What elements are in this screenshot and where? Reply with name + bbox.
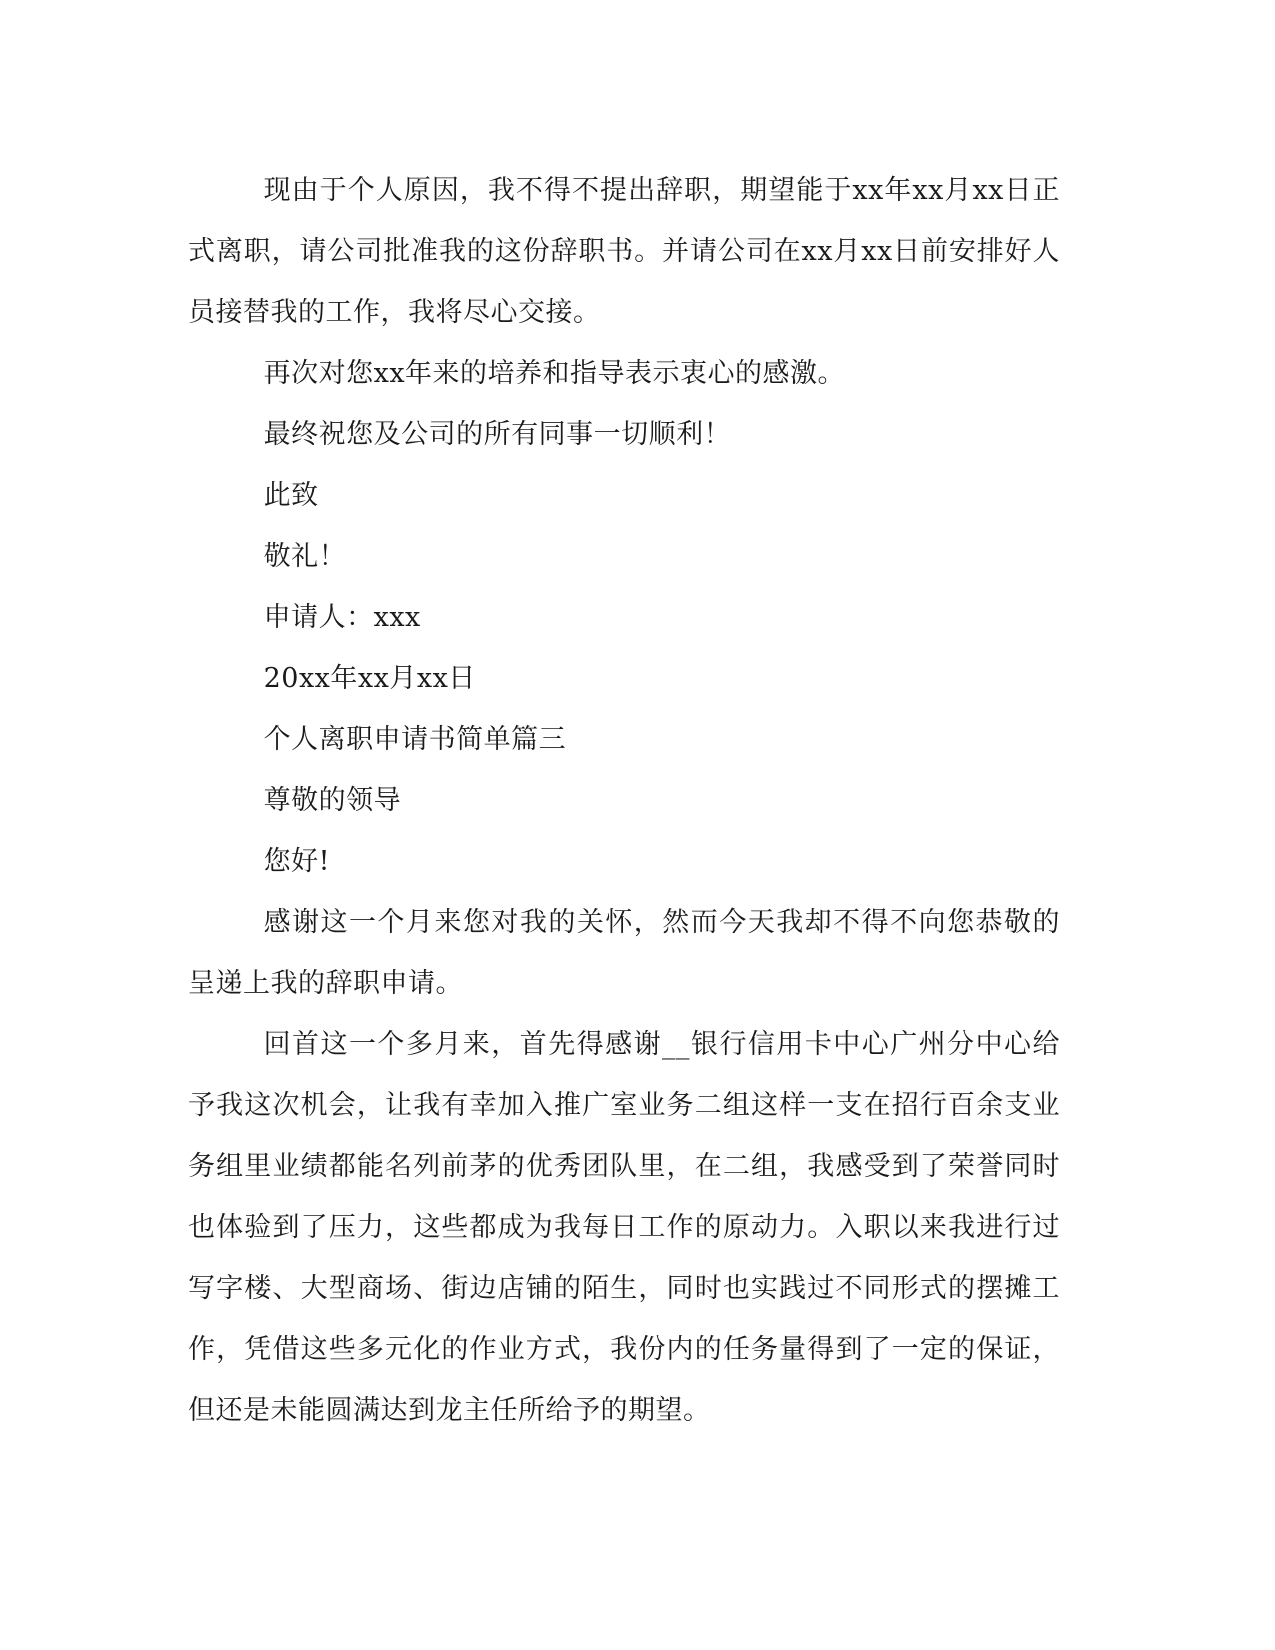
paragraph-best-wishes: 最终祝您及公司的所有同事一切顺利！: [263, 419, 732, 450]
paragraph-review: 回首这一个多月来，首先得感谢__银行信用卡中心广州分中心给予我这次机会，让我有幸加入推广室业务二组这样一支在招行百余支业务组里业绩都能名列前茅的优秀团队里，在二组，我感受到了荣誉同时也体验到了压力，这些都成为我每日工作的原动力。入职以来我进行过写字楼、大型商场、街边店铺的陌生，同时也实践过不同形式的摆摊工作，凭借这些多元化的作业方式，我份内的任务量得到了一定的保证，但还是未能圆满达到龙主任所给予的期望。: [188, 1029, 1060, 1426]
paragraph-greeting: 您好!: [263, 846, 330, 877]
paragraph-salutation: 尊敬的领导: [263, 785, 402, 816]
paragraph-gratitude: 再次对您xx年来的培养和指导表示衷心的感激。: [263, 358, 846, 389]
section-heading: 个人离职申请书简单篇三: [263, 724, 567, 755]
paragraph-closing-jingli: 敬礼！: [263, 541, 347, 572]
paragraph-date: 20xx年xx月xx日: [263, 663, 476, 694]
letter-body: [188, 160, 1060, 1441]
paragraph-resignation-reason: 现由于个人原因，我不得不提出辞职，期望能于xx年xx月xx日正式离职，请公司批准我的这份辞职书。并请公司在xx月xx日前安排好人员接替我的工作，我将尽心交接。: [188, 175, 1060, 328]
paragraph-thanks: 感谢这一个月来您对我的关怀，然而今天我却不得不向您恭敬的呈递上我的辞职申请。: [188, 907, 1060, 999]
paragraph-closing-cizhi: 此致: [263, 480, 319, 511]
paragraph-applicant: 申请人：xxx: [263, 602, 421, 633]
